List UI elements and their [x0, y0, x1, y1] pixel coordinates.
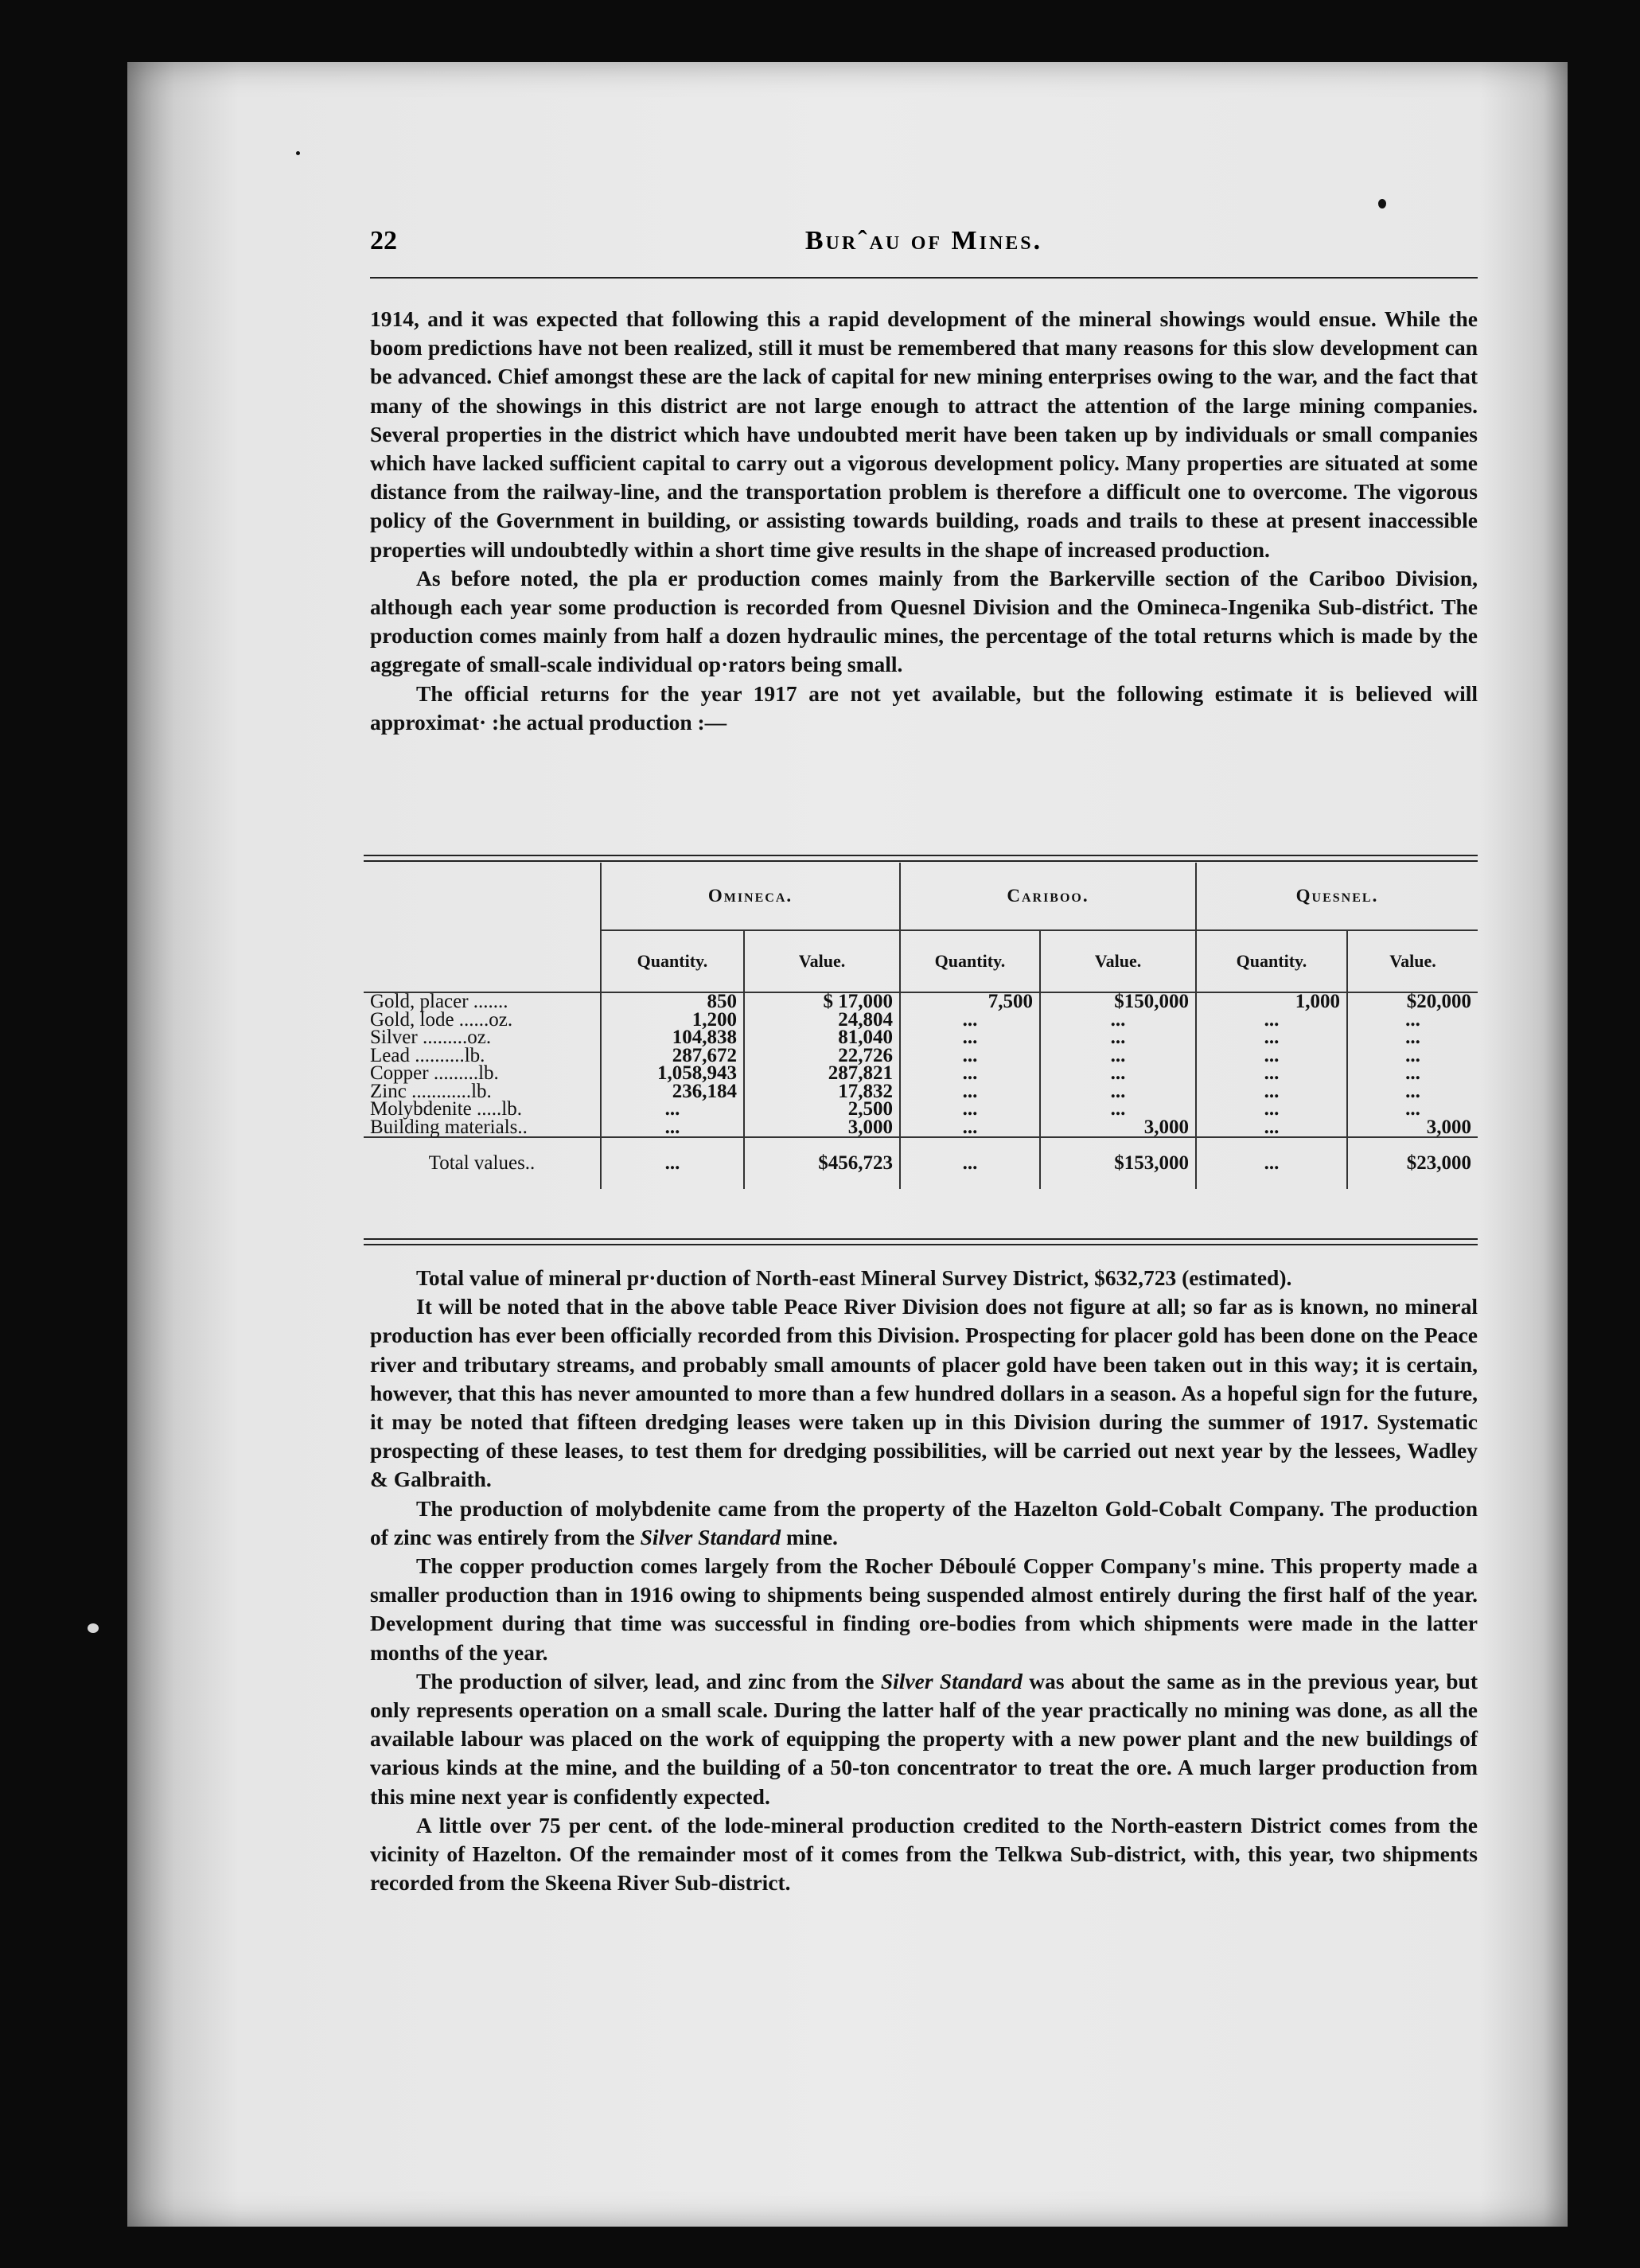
- table-row: Molybdenite .....lb. ... 2,500 ... ... ... ...: [364, 1101, 1478, 1119]
- paragraph: The production of molybdenite came from the property of the Hazelton Gold-Cobalt Company. The production of zinc was entirely from the Silver Standard mine.: [370, 1495, 1478, 1549]
- table-row: Silver .........oz. 104,838 81,040 ... ... ... ...: [364, 1029, 1478, 1047]
- paragraph: A little over 75 per cent. of the lode-mineral production credited to the North-eastern District comes from the vicinity of Hazelton. Of the remainder most of it comes from the Telkwa Sub-district, with, this year, two shipments recorded from the Skeena River Sub-district.: [370, 1812, 1478, 1896]
- text-block-upper: [370, 305, 1478, 737]
- running-head: [370, 221, 1478, 269]
- table-top-rule: [364, 855, 1478, 862]
- scan-speck: [1378, 199, 1386, 208]
- table-row: Building materials.. ... 3,000 ... 3,000 ... 3,000: [364, 1119, 1478, 1138]
- table-row: Zinc ............lb. 236,184 17,832 ... ... ... ...: [364, 1083, 1478, 1101]
- table-bottom-rule: [364, 1238, 1478, 1245]
- text-block-lower: [370, 1264, 1478, 1897]
- column-header: Quantity.: [601, 930, 744, 992]
- paragraph: Total value of mineral pr·duction of North-east Mineral Survey District, $632,723 (estimated).: [416, 1265, 1292, 1290]
- column-header: Value.: [744, 930, 900, 992]
- group-header-omineca: Omineca.: [601, 863, 900, 930]
- table-row: Lead ..........lb. 287,672 22,726 ... ... ... ...: [364, 1047, 1478, 1066]
- group-header-quesnel: Quesnel.: [1196, 863, 1478, 930]
- column-header: Value.: [1040, 930, 1196, 992]
- table-row: Gold, placer ....... 850 $ 17,000 7,500 $150,000 1,000 $20,000: [364, 992, 1478, 1011]
- paragraph: 1914, and it was expected that following this a rapid development of the mineral showings would ensue. While the boom predictions have not been realized, still it must be remembered that many reasons for this slow development can be advanced. Chief amongst these are the lack of capital for new mining enterprises owing to the war, and the fact that many of the showings in this district are not large enough to attract the attention of the large mining companies. Several properties in the district which have undoubted merit have been taken up by individuals or small companies which have lacked sufficient capital to carry out a vigorous development policy. Many properties are situated at some distance from the railway-line, and the transportation problem is therefore a difficult one to overcome. The vigorous policy of the Government in building, or assisting towards building, roads and trails to these at present inaccessible properties will undoubtedly within a short time give results in the shape of increased production.: [370, 306, 1478, 562]
- column-header: Quantity.: [900, 930, 1040, 992]
- running-title: Burˆau of Mines.: [804, 226, 1043, 255]
- paragraph: The copper production comes largely from the Rocher Déboulé Copper Company's mine. This property made a smaller production than in 1916 owing to shipments being suspended almost entirely during the first half of the year. Development during that time was successful in finding ore-bodies from which shipments were made in the latter months of the year.: [370, 1553, 1478, 1665]
- column-header: Quantity.: [1196, 930, 1347, 992]
- header-rule: [370, 277, 1478, 279]
- group-header-cariboo: Cariboo.: [900, 863, 1196, 930]
- paragraph: As before noted, the pla er production comes mainly from the Barkerville section of the Cariboo Division, although each year some production is recorded from Quesnel Division and the Omineca-Ingenika Sub-distŕict. The production comes mainly from half a dozen hydraulic mines, the percentage of the total returns which is made by the aggregate of small-scale individual op·rators being small.: [370, 565, 1478, 677]
- paragraph: The official returns for the year 1917 are not yet available, but the following estimate it is believed will approximat· :he actual production :—: [370, 680, 1478, 735]
- scan-speck: [296, 151, 300, 155]
- column-header: Value.: [1347, 930, 1478, 992]
- total-row: Total values.. ... $456,723 ... $153,000 ... $23,000: [364, 1137, 1478, 1189]
- paragraph: The production of silver, lead, and zinc from the Silver Standard was about the same as in the previous year, but only represents operation on a small scale. During the latter half of the year practically no mining was done, as all the available labour was placed on the work of equipping the property with a new power plant and the new buildings of various kinds at the mine, and the building of a 50-ton concentrator to treat the ore. A much larger production from this mine next year is confidently expected.: [370, 1668, 1478, 1809]
- paragraph: It will be noted that in the above table Peace River Division does not figure at all; so far as is known, no mineral production has ever been officially recorded from this Division. Prospecting for placer gold has been done on the Peace river and tributary streams, and probably small amounts of placer gold have been taken out in this way; it is certain, however, that this has never amounted to more than a few hundred dollars in a season. As a hopeful sign for the future, it may be noted that fifteen dredging leases were taken up in this Division during the summer of 1917. Systematic prospecting of these leases, to test them for dredging possibilities, will be carried out next year by the lessees, Wadley & Galbraith.: [370, 1294, 1478, 1492]
- table-row: Gold, lode ......oz. 1,200 24,804 ... ... ... ...: [364, 1011, 1478, 1030]
- production-table: [364, 863, 1478, 1189]
- page-number: 22: [370, 226, 397, 255]
- scan-speck: [88, 1623, 99, 1633]
- table-row: Copper .........lb. 1,058,943 287,821 ... ... ... ...: [364, 1065, 1478, 1083]
